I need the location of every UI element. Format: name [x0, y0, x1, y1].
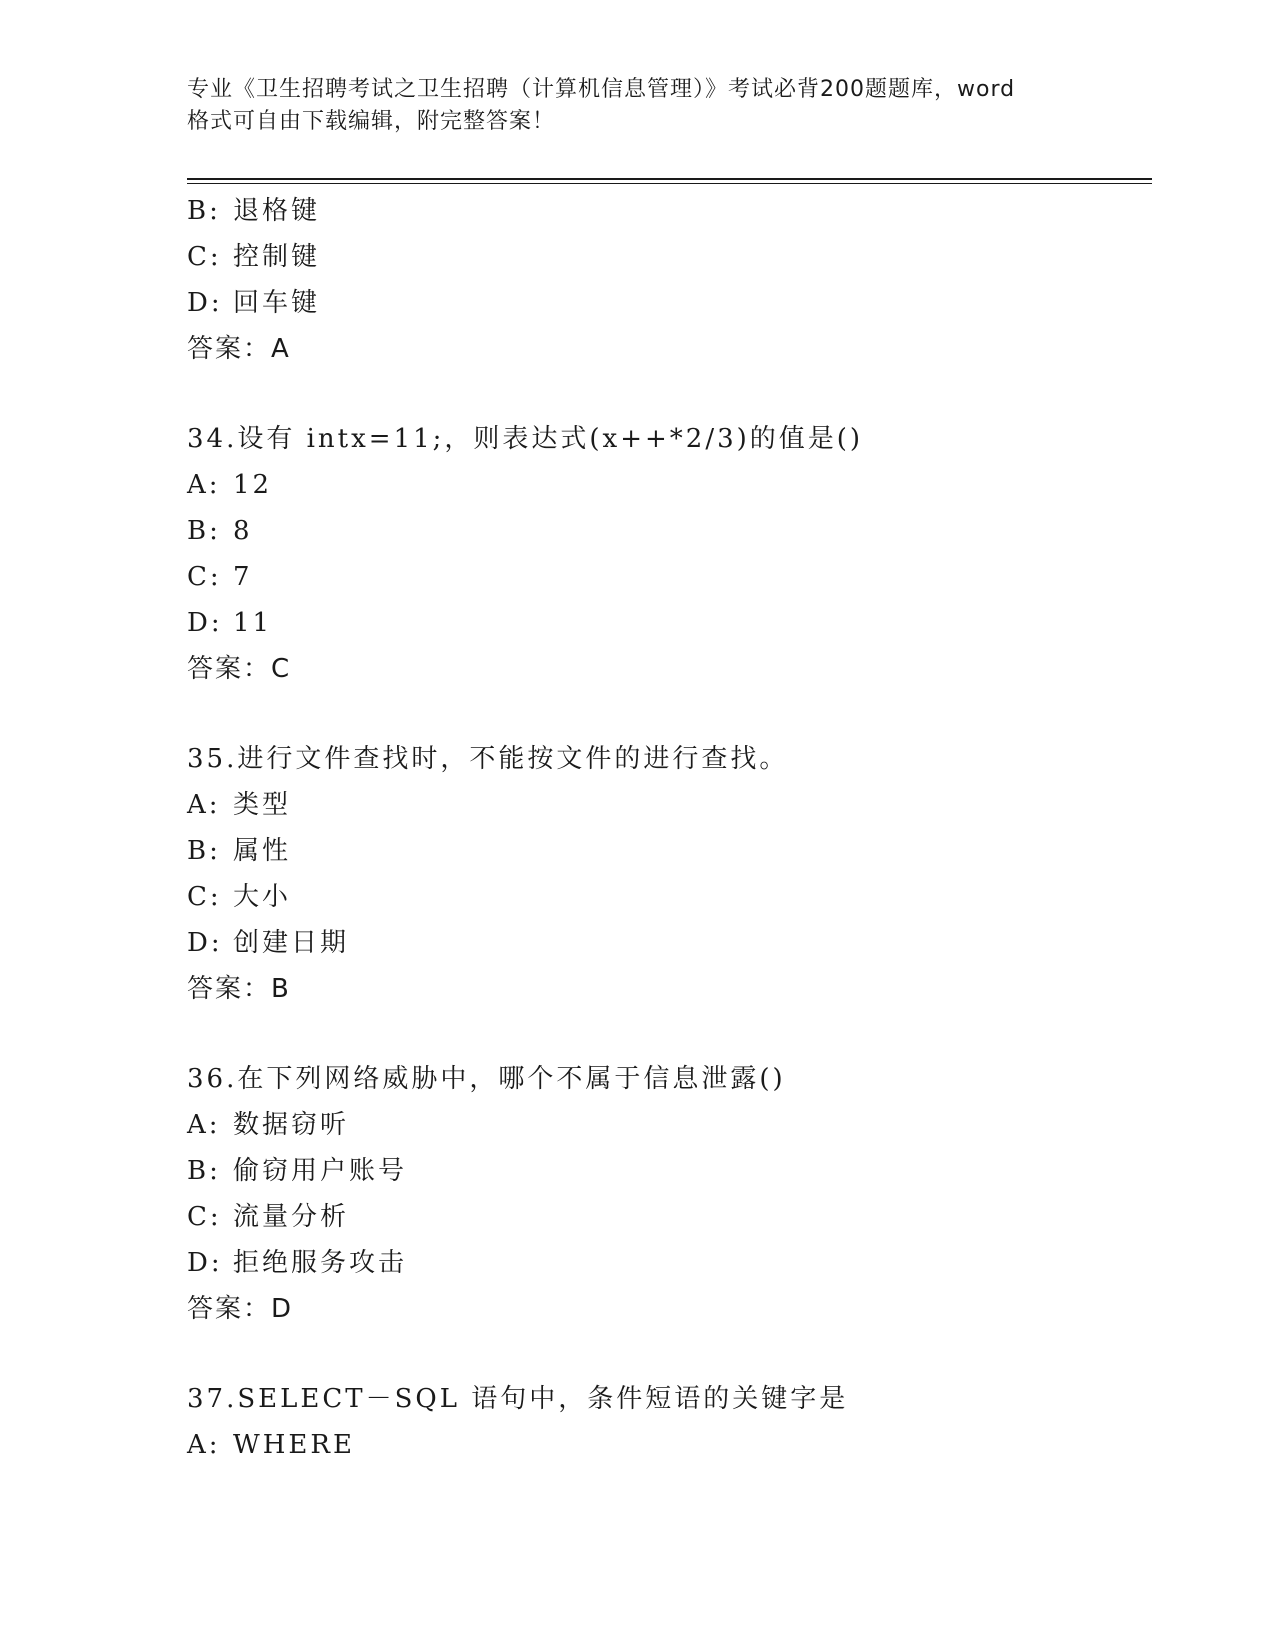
question-35	[187, 736, 1147, 1012]
question-stem: 34.设有 intx=11;，则表达式(x++*2/3)的值是()	[187, 424, 864, 454]
option-line	[187, 462, 1147, 508]
option-line	[187, 1102, 1147, 1148]
option-line	[187, 874, 1147, 920]
option-text: 退格键	[233, 196, 321, 226]
question-34	[187, 416, 1147, 692]
option-text: 大小	[233, 882, 292, 912]
question-stem: 35.进行文件查找时，不能按文件的进行查找。	[187, 744, 789, 774]
option-text: WHERE	[233, 1430, 355, 1460]
option-key: A:	[187, 1110, 221, 1140]
option-line	[187, 280, 1147, 326]
option-key: D:	[187, 608, 223, 638]
answer-line: 答案：A	[187, 334, 291, 364]
option-line	[187, 1422, 1147, 1468]
option-key: C:	[187, 882, 222, 912]
option-line	[187, 1240, 1147, 1286]
option-text: 11	[233, 608, 273, 638]
option-text: 12	[233, 470, 273, 500]
option-key: A:	[187, 1430, 221, 1460]
document-header	[187, 74, 1087, 138]
option-text: 类型	[233, 790, 292, 820]
option-key: C:	[187, 242, 222, 272]
option-text: 回车键	[233, 288, 321, 318]
option-text: 拒绝服务攻击	[233, 1248, 408, 1278]
answer-line: 答案：D	[187, 1294, 294, 1324]
option-text: 7	[233, 562, 253, 592]
option-line	[187, 554, 1147, 600]
question-gap	[187, 1332, 1147, 1376]
question-stem: 37.SELECT－SQL 语句中，条件短语的关键字是	[187, 1384, 849, 1414]
option-line	[187, 920, 1147, 966]
option-line	[187, 600, 1147, 646]
option-key: D:	[187, 288, 223, 318]
option-key: B:	[187, 516, 221, 546]
option-key: C:	[187, 1202, 222, 1232]
option-text: 8	[233, 516, 253, 546]
question-partial	[187, 188, 1147, 372]
header-divider-thick	[187, 178, 1152, 180]
option-line	[187, 828, 1147, 874]
question-gap	[187, 692, 1147, 736]
option-key: A:	[187, 470, 221, 500]
answer-line: 答案：C	[187, 654, 292, 684]
option-key: D:	[187, 928, 223, 958]
question-gap	[187, 372, 1147, 416]
option-key: B:	[187, 196, 221, 226]
option-key: B:	[187, 1156, 221, 1186]
answer-line: 答案：B	[187, 974, 291, 1004]
question-list	[187, 188, 1147, 1468]
option-text: 偷窃用户账号	[233, 1156, 408, 1186]
question-36	[187, 1056, 1147, 1332]
header-line-1: 专业《卫生招聘考试之卫生招聘（计算机信息管理）》考试必背200题题库，word	[187, 77, 1016, 102]
option-line	[187, 1148, 1147, 1194]
option-line	[187, 234, 1147, 280]
option-text: 数据窃听	[233, 1110, 350, 1140]
header-line-2: 格式可自由下载编辑，附完整答案！	[187, 109, 556, 134]
option-key: D:	[187, 1248, 223, 1278]
option-line	[187, 508, 1147, 554]
option-text: 属性	[233, 836, 292, 866]
option-key: B:	[187, 836, 221, 866]
header-divider-thin	[187, 183, 1152, 184]
option-text: 创建日期	[233, 928, 350, 958]
option-line	[187, 1194, 1147, 1240]
option-line	[187, 188, 1147, 234]
question-gap	[187, 1012, 1147, 1056]
option-key: C:	[187, 562, 222, 592]
question-37	[187, 1376, 1147, 1468]
question-stem: 36.在下列网络威胁中，哪个不属于信息泄露()	[187, 1064, 786, 1094]
option-key: A:	[187, 790, 221, 820]
option-text: 流量分析	[233, 1202, 350, 1232]
option-line	[187, 782, 1147, 828]
option-text: 控制键	[233, 242, 321, 272]
